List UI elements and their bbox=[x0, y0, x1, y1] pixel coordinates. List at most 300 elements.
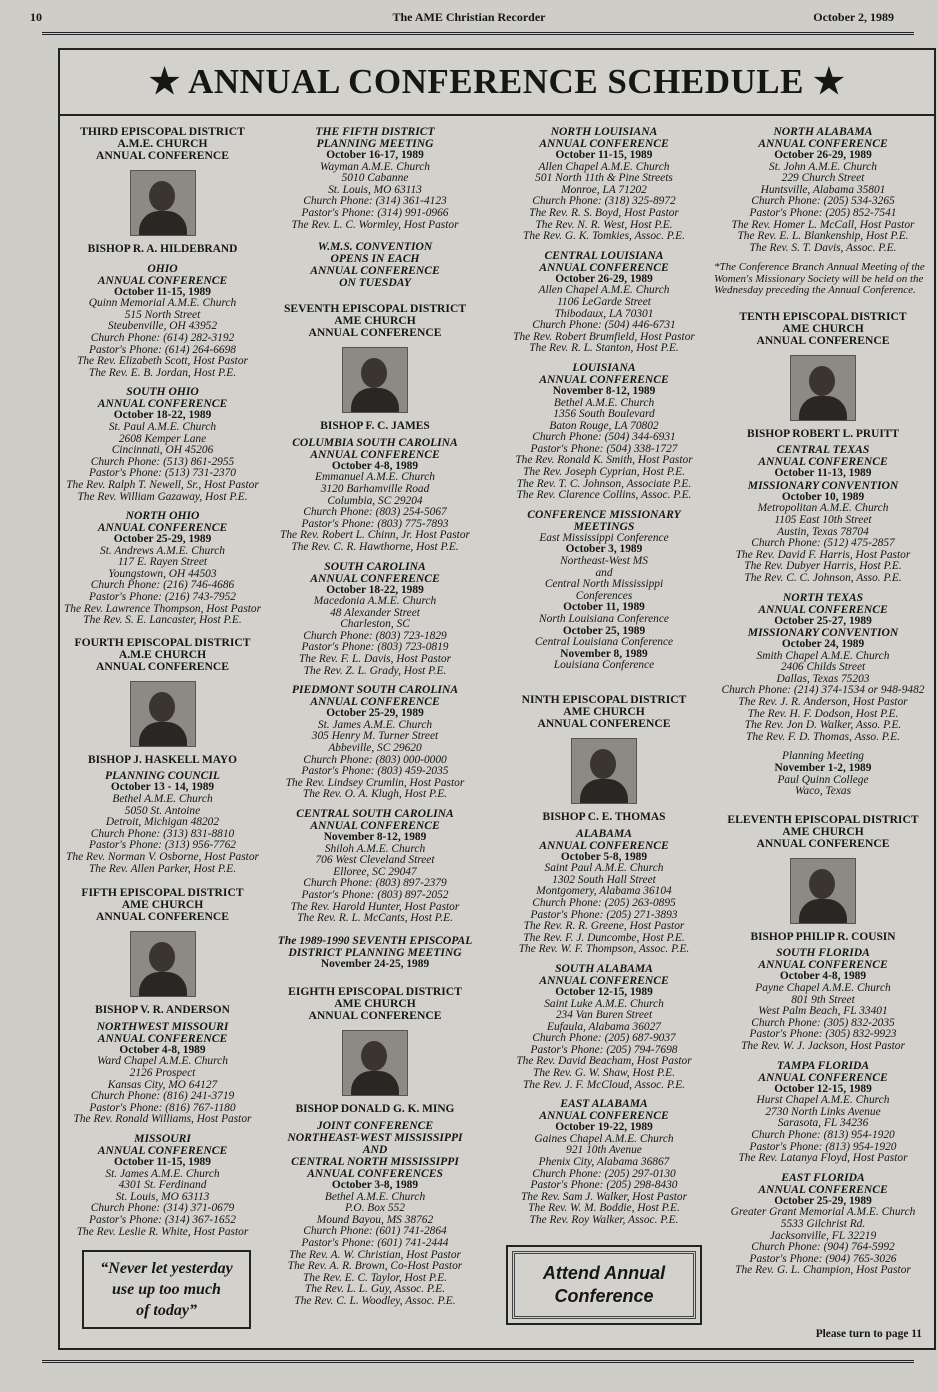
meeting-date: October 11, 1989 bbox=[563, 601, 645, 614]
conference-date: October 12-15, 1989 bbox=[774, 1082, 872, 1095]
detail-line: 48 Alexander Street bbox=[330, 606, 420, 619]
schedule-box bbox=[58, 48, 936, 1350]
detail-line: Church Phone: (803) 897-2379 bbox=[303, 877, 447, 890]
detail-line: Church Phone: (813) 954-1920 bbox=[751, 1128, 895, 1141]
conference-south-alabama bbox=[498, 963, 710, 987]
detail-line: 5533 Gilchrist Rd. bbox=[780, 1217, 866, 1230]
conference-name: THE FIFTH DISTRICT bbox=[315, 125, 435, 138]
conference-name: NORTH TEXAS bbox=[782, 590, 864, 604]
detail-line: 2406 Childs Street bbox=[780, 661, 866, 674]
detail-line: Pastor's Phone: (216) 743-7952 bbox=[88, 591, 237, 604]
conference-name: EAST ALABAMA bbox=[560, 1097, 648, 1111]
detail-line: Mound Bayou, MS 38762 bbox=[316, 1213, 434, 1226]
banner bbox=[60, 50, 934, 116]
detail-line: St. John A.M.E. Church bbox=[769, 160, 877, 173]
conference-details bbox=[714, 162, 932, 255]
detail-line: St. Andrews A.M.E. Church bbox=[100, 544, 225, 557]
detail-line: Baton Rouge, LA 70802 bbox=[549, 419, 659, 432]
detail-line: St. Louis, MO 63113 bbox=[328, 183, 422, 196]
detail-line: Montgomery, Alabama 36104 bbox=[536, 885, 672, 898]
conference-type: ANNUAL CONFERENCE bbox=[539, 973, 669, 987]
district-heading bbox=[60, 126, 265, 162]
bishop-name: BISHOP J. HASKELL MAYO bbox=[88, 753, 237, 766]
bishop-name: BISHOP DONALD G. K. MING bbox=[295, 1103, 455, 1116]
detail-line: 229 Church Street bbox=[781, 172, 865, 185]
conference-columbia-sc bbox=[275, 437, 475, 461]
detail-line: The Rev. J. F. McCloud, Assoc. P.E. bbox=[522, 1078, 686, 1091]
detail-line: Church Phone: (513) 861-2955 bbox=[90, 455, 235, 468]
bishop-name: BISHOP ROBERT L. PRUITT bbox=[747, 427, 899, 440]
detail-line: Church Phone: (601) 741-2864 bbox=[303, 1225, 447, 1238]
conference-type: ANNUAL CONFERENCES bbox=[307, 1166, 443, 1180]
attend-conference-box bbox=[506, 1245, 702, 1325]
conference-details bbox=[275, 720, 475, 801]
conference-northwest-missouri bbox=[60, 1021, 265, 1045]
detail-line: Allen Chapel A.M.E. Church bbox=[538, 284, 670, 297]
detail-line: The Rev. Jon D. Walker, Asso. P.E. bbox=[744, 719, 902, 732]
detail-line: The Rev. R. S. Boyd, Host Pastor bbox=[529, 206, 679, 219]
detail-line: St. James A.M.E. Church bbox=[317, 718, 433, 731]
detail-line: The Rev. David Beacham, Host Pastor bbox=[516, 1055, 692, 1068]
conference-north-ohio bbox=[60, 510, 265, 534]
detail-line: The Rev. Sam J. Walker, Host Pastor bbox=[520, 1190, 688, 1203]
district-heading bbox=[498, 694, 710, 730]
bishop-photo bbox=[342, 1030, 408, 1096]
detail-line: The Rev. C. C. Johnson, Asso. P.E. bbox=[744, 571, 902, 584]
planning-meeting-line: Paul Quinn College bbox=[777, 773, 869, 786]
wms-convention-note bbox=[275, 241, 475, 289]
detail-line: Austin, Texas 78704 bbox=[777, 525, 869, 538]
detail-line: Gaines Chapel A.M.E. Church bbox=[534, 1132, 674, 1145]
bishop-name: BISHOP V. R. ANDERSON bbox=[95, 1004, 230, 1017]
conference-date: October 3-8, 1989 bbox=[331, 1178, 419, 1191]
meeting-line: Louisiana Conference bbox=[553, 659, 655, 672]
bishop-name: BISHOP R. A. HILDEBRAND bbox=[87, 243, 238, 255]
detail-line: Church Phone: (803) 254-5067 bbox=[303, 506, 447, 519]
district-church: AME CHURCH bbox=[334, 314, 416, 328]
detail-line: 921 10th Avenue bbox=[566, 1144, 642, 1157]
detail-line: The Rev. A. R. Brown, Co-Host Pastor bbox=[287, 1260, 463, 1273]
detail-line: Smith Chapel A.M.E. Church bbox=[756, 649, 890, 662]
detail-line: Pastor's Phone: (504) 338-1727 bbox=[530, 442, 678, 455]
conference-details bbox=[275, 596, 475, 677]
bishop-photo bbox=[130, 931, 196, 997]
meeting-date: October 25, 1989 bbox=[562, 624, 646, 637]
district-conference: ANNUAL CONFERENCE bbox=[756, 333, 890, 347]
detail-line: The Rev. S. T. Davis, Assoc. P.E. bbox=[749, 241, 897, 254]
wms-footnote: *The Conference Branch Annual Meeting of the Women's Missionary Society will be held on the Wednesday preceding the Annual Conference. bbox=[714, 261, 925, 297]
conference-type: ANNUAL CONFERENCE bbox=[758, 1182, 888, 1196]
detail-line: 2126 Prospect bbox=[129, 1066, 196, 1079]
conference-date: October 16-17, 1989 bbox=[326, 149, 424, 161]
detail-line: The Rev. C. R. Hawthorne, Host P.E. bbox=[291, 540, 459, 553]
district-church: A.M.E. CHURCH bbox=[117, 137, 208, 150]
wms-line: ON TUESDAY bbox=[339, 276, 411, 290]
attend-line: Conference bbox=[554, 1285, 654, 1306]
detail-line: Pastor's Phone: (313) 956-7762 bbox=[88, 839, 237, 852]
detail-line: 5050 St. Antoine bbox=[124, 804, 201, 817]
conference-name: NORTH OHIO bbox=[125, 509, 200, 523]
detail-line: Pastor's Phone: (614) 264-6698 bbox=[88, 343, 237, 356]
conference-date: October 25-29, 1989 bbox=[113, 533, 212, 546]
detail-line: Dallas, Texas 75203 bbox=[776, 672, 870, 685]
meeting-line: East Mississippi Conference bbox=[539, 531, 669, 544]
conference-type: ANNUAL CONFERENCE bbox=[539, 137, 669, 150]
banner-title: ★ ANNUAL CONFERENCE SCHEDULE ★ bbox=[148, 62, 846, 101]
conference-date: October 26-29, 1989 bbox=[774, 149, 872, 161]
conference-ohio bbox=[60, 263, 265, 287]
conference-details bbox=[275, 844, 475, 925]
continued-note: Please turn to page 11 bbox=[815, 1328, 922, 1340]
conference-north-alabama bbox=[714, 126, 932, 150]
planning-meeting-line: Waco, Texas bbox=[794, 785, 852, 798]
bishop-photo bbox=[130, 170, 196, 236]
detail-line: Church Phone: (314) 371-0679 bbox=[90, 1202, 235, 1215]
district-conference: ANNUAL CONFERENCE bbox=[95, 659, 230, 673]
detail-line: Bethel A.M.E. Church bbox=[112, 793, 213, 806]
conference-date: November 8-12, 1989 bbox=[323, 831, 427, 843]
detail-line: The Rev. G. W. Shaw, Host P.E. bbox=[533, 1067, 675, 1080]
detail-line: Church Phone: (205) 263-0895 bbox=[532, 896, 676, 909]
detail-line: Pastor's Phone: (803) 897-2052 bbox=[301, 888, 449, 901]
conference-details bbox=[714, 1095, 932, 1165]
meeting-date: October 3, 1989 bbox=[565, 543, 643, 556]
detail-line: The Rev. L. C. Wormley, Host Pastor bbox=[291, 218, 459, 231]
district-church: AME CHURCH bbox=[782, 824, 864, 838]
convention-date: October 10, 1989 bbox=[781, 490, 865, 503]
detail-line: The Rev. Leslie R. White, Host Pastor bbox=[76, 1225, 249, 1238]
conference-type: ANNUAL CONFERENCE bbox=[97, 273, 228, 287]
conference-details bbox=[60, 298, 265, 379]
column-2 bbox=[275, 126, 475, 1307]
conference-date: October 25-27, 1989 bbox=[774, 614, 872, 627]
bishop-photo bbox=[571, 738, 637, 804]
conference-type: ANNUAL CONFERENCE bbox=[310, 571, 440, 585]
district-conference: ANNUAL CONFERENCE bbox=[95, 910, 230, 924]
conference-missouri bbox=[60, 1133, 265, 1157]
conference-date: October 13 - 14, 1989 bbox=[110, 781, 215, 794]
detail-line: Elloree, SC 29047 bbox=[333, 865, 417, 878]
conference-east-alabama bbox=[498, 1098, 710, 1122]
district-church: AME CHURCH bbox=[121, 898, 204, 912]
column-3 bbox=[498, 126, 710, 1325]
conference-details bbox=[714, 503, 932, 584]
conference-type: ANNUAL CONFERENCE bbox=[539, 372, 669, 386]
detail-line: 1106 LeGarde Street bbox=[557, 295, 651, 308]
conference-details bbox=[498, 285, 710, 355]
detail-line: Shiloh A.M.E. Church bbox=[324, 842, 426, 855]
district-title: EIGHTH EPISCOPAL DISTRICT bbox=[288, 985, 462, 999]
conference-joint bbox=[275, 1120, 475, 1180]
detail-line: Quinn Memorial A.M.E. Church bbox=[88, 297, 237, 310]
bishop-name: BISHOP F. C. JAMES bbox=[320, 420, 430, 433]
detail-line: Pastor's Phone: (205) 298-8430 bbox=[530, 1179, 678, 1192]
district-conference: ANNUAL CONFERENCE bbox=[308, 326, 442, 340]
detail-line: Pastor's Phone: (205) 852-7541 bbox=[749, 206, 897, 219]
conference-details bbox=[714, 1207, 932, 1277]
conference-type: ANNUAL CONFERENCE bbox=[758, 137, 888, 150]
quote-line: use up too much bbox=[112, 1281, 221, 1299]
detail-line: Pastor's Phone: (314) 991-0966 bbox=[301, 206, 449, 219]
detail-line: The Rev. A. W. Christian, Host Pastor bbox=[289, 1248, 461, 1261]
conference-name: PLANNING COUNCIL bbox=[105, 769, 220, 783]
conference-details bbox=[498, 398, 710, 502]
detail-line: Church Phone: (512) 475-2857 bbox=[751, 537, 895, 550]
conference-east-florida bbox=[714, 1172, 932, 1196]
district-title: NINTH EPISCOPAL DISTRICT bbox=[521, 692, 687, 706]
detail-line: The Rev. Lawrence Thompson, Host Pastor bbox=[63, 602, 262, 615]
detail-line: The Rev. Harold Hunter, Host Pastor bbox=[290, 900, 460, 913]
detail-line: The Rev. Lindsey Crumlin, Host Pastor bbox=[285, 776, 465, 789]
conference-details bbox=[498, 162, 710, 243]
detail-line: Pastor's Phone: (314) 367-1652 bbox=[88, 1213, 237, 1226]
detail-line: 4301 St. Ferdinand bbox=[118, 1179, 207, 1192]
conference-type: ANNUAL CONFERENCE bbox=[539, 260, 669, 274]
detail-line: 117 E. Rayen Street bbox=[117, 556, 208, 569]
detail-line: Church Phone: (214) 374-1534 or 948-9482 bbox=[721, 684, 925, 697]
detail-line: 1105 East 10th Street bbox=[774, 513, 872, 526]
detail-line: Bethel A.M.E. Church bbox=[553, 396, 655, 409]
detail-line: Pastor's Phone: (205) 271-3893 bbox=[530, 908, 678, 921]
district-title: FIFTH EPISCOPAL DISTRICT bbox=[81, 886, 244, 900]
convention-date: October 24, 1989 bbox=[781, 638, 865, 651]
issue-date: October 2, 1989 bbox=[813, 10, 894, 24]
detail-line: The Rev. E. C. Taylor, Host P.E. bbox=[302, 1271, 448, 1284]
detail-line: The Rev. Homer L. McCall, Host Pastor bbox=[731, 218, 915, 231]
detail-line: Sarasota, FL 34236 bbox=[777, 1117, 869, 1130]
detail-line: Abbeville, SC 29620 bbox=[328, 742, 422, 755]
conference-north-louisiana bbox=[498, 126, 710, 150]
detail-line: The Rev. G. K. Tomkies, Assoc. P.E. bbox=[523, 230, 685, 243]
detail-line: Eufaula, Alabama 36027 bbox=[546, 1020, 661, 1033]
page-header bbox=[0, 6, 938, 28]
conference-date: October 25-29, 1989 bbox=[326, 707, 424, 720]
district-church: AME CHURCH bbox=[334, 997, 416, 1011]
bishop-photo bbox=[790, 858, 856, 924]
detail-line: Columbia, SC 29204 bbox=[327, 494, 423, 507]
column-4 bbox=[714, 126, 932, 1277]
conference-details bbox=[60, 794, 265, 875]
conference-name: NORTH ALABAMA bbox=[773, 125, 873, 138]
conference-details bbox=[714, 983, 932, 1053]
quote-line: “Never let yesterday bbox=[100, 1260, 233, 1278]
detail-line: Thibodaux, LA 70301 bbox=[554, 307, 654, 320]
conference-name: JOINT CONFERENCE bbox=[316, 1118, 434, 1132]
bishop-photo bbox=[790, 355, 856, 421]
detail-line: Steubenville, OH 43952 bbox=[107, 320, 218, 333]
conference-type: MEETINGS bbox=[573, 519, 635, 533]
detail-line: The Rev. L. L. Guy, Assoc. P.E. bbox=[304, 1283, 446, 1296]
conference-name: SOUTH CAROLINA bbox=[324, 559, 426, 573]
detail-line: 2730 North Links Avenue bbox=[765, 1105, 881, 1118]
detail-line: The Rev. Latanya Floyd, Host Pastor bbox=[738, 1152, 908, 1165]
conference-type: ANNUAL CONFERENCE bbox=[310, 819, 440, 832]
detail-line: The Rev. Ronald K. Smith, Host Pastor bbox=[515, 454, 693, 467]
planning-meeting-date: November 1-2, 1989 bbox=[774, 762, 872, 775]
wms-line: ANNUAL CONFERENCE bbox=[310, 264, 440, 278]
detail-line: Pastor's Phone: (305) 832-9923 bbox=[749, 1028, 897, 1041]
conference-type: ANNUAL CONFERENCE bbox=[97, 397, 228, 411]
conference-south-ohio bbox=[60, 386, 265, 410]
detail-line: 706 West Cleveland Street bbox=[315, 854, 435, 867]
conference-type: ANNUAL CONFERENCE bbox=[758, 602, 888, 616]
detail-line: Pastor's Phone: (816) 767-1180 bbox=[89, 1101, 236, 1114]
convention-name: MISSIONARY CONVENTION bbox=[747, 626, 899, 640]
detail-line: Pastor's Phone: (813) 954-1920 bbox=[749, 1140, 897, 1153]
detail-line: Church Phone: (614) 282-3192 bbox=[90, 331, 235, 344]
detail-line: St. James A.M.E. Church bbox=[105, 1167, 220, 1180]
conference-details bbox=[498, 863, 710, 956]
conference-name: ALABAMA bbox=[575, 826, 633, 840]
meeting-date: November 8, 1989 bbox=[560, 647, 648, 660]
conference-name: CENTRAL SOUTH CAROLINA bbox=[296, 807, 454, 820]
detail-line: The Rev. O. A. Klugh, Host P.E. bbox=[302, 788, 448, 801]
district-church: A.M.E CHURCH bbox=[118, 647, 207, 661]
conference-piedmont bbox=[275, 684, 475, 708]
conference-details bbox=[498, 999, 710, 1092]
detail-line: Church Phone: (504) 344-6931 bbox=[532, 431, 676, 444]
detail-line: Church Phone: (205) 687-9037 bbox=[532, 1032, 676, 1045]
detail-line: Metropolitan A.M.E. Church bbox=[757, 502, 889, 515]
district-conference: ANNUAL CONFERENCE bbox=[95, 149, 230, 162]
conference-name: SOUTH FLORIDA bbox=[776, 946, 870, 960]
column-1 bbox=[60, 126, 265, 1329]
detail-line: The Rev. W. M. Boddie, Host P.E. bbox=[528, 1202, 680, 1215]
conference-details bbox=[60, 1056, 265, 1126]
detail-line: Greater Grant Memorial A.M.E. Church bbox=[730, 1206, 916, 1219]
conference-name: COLUMBIA SOUTH CAROLINA bbox=[292, 435, 458, 449]
detail-line: Church Phone: (318) 325-8972 bbox=[532, 195, 676, 208]
detail-line: Pastor's Phone: (904) 765-3026 bbox=[749, 1252, 897, 1265]
district-church: AME CHURCH bbox=[563, 704, 645, 718]
conference-date: October 4-8, 1989 bbox=[119, 1043, 206, 1056]
planning-line: DISTRICT PLANNING MEETING bbox=[288, 945, 462, 959]
district-title: THIRD EPISCOPAL DISTRICT bbox=[80, 125, 245, 138]
conference-name: CONFERENCE MISSIONARY bbox=[527, 507, 681, 521]
detail-line: 515 North Street bbox=[124, 308, 201, 321]
conference-central-louisiana bbox=[498, 250, 710, 274]
detail-line: 3120 Barhamville Road bbox=[320, 482, 430, 495]
publication-name: The AME Christian Recorder bbox=[392, 10, 546, 24]
conference-name: SOUTH OHIO bbox=[126, 385, 199, 399]
district-title: ELEVENTH EPISCOPAL DISTRICT bbox=[727, 812, 919, 826]
conference-south-carolina bbox=[275, 561, 475, 585]
conference-alabama bbox=[498, 828, 710, 852]
conference-details bbox=[60, 1169, 265, 1239]
conference-type: ANNUAL CONFERENCE bbox=[758, 1070, 888, 1084]
district-title: SEVENTH EPISCOPAL DISTRICT bbox=[283, 302, 467, 316]
conference-date: October 4-8, 1989 bbox=[779, 970, 867, 983]
conference-date: October 18-22, 1989 bbox=[326, 583, 424, 596]
district-conference: ANNUAL CONFERENCE bbox=[756, 836, 890, 850]
bishop-name: BISHOP C. E. THOMAS bbox=[542, 810, 666, 823]
meeting-line: Northeast-West MS bbox=[560, 555, 648, 568]
conference-type: ANNUAL CONFERENCE bbox=[97, 1031, 228, 1045]
conference-type: ANNUAL CONFERENCE bbox=[310, 447, 440, 461]
detail-line: 5010 Cabanne bbox=[341, 172, 409, 185]
conference-date: November 8-12, 1989 bbox=[552, 384, 656, 397]
detail-line: West Palm Beach, FL 33401 bbox=[758, 1005, 888, 1018]
conference-louisiana bbox=[498, 362, 710, 386]
district-heading bbox=[714, 814, 932, 850]
detail-line: Huntsville, Alabama 35801 bbox=[760, 183, 886, 196]
detail-line: The Rev. R. L. McCants, Host P.E. bbox=[297, 912, 453, 925]
detail-line: Pastor's Phone: (513) 731-2370 bbox=[88, 467, 237, 480]
detail-line: Macedonia A.M.E. Church bbox=[313, 595, 437, 608]
conference-tampa-florida bbox=[714, 1060, 932, 1084]
detail-line: P.O. Box 552 bbox=[345, 1202, 405, 1215]
detail-line: The Rev. Ralph T. Newell, Sr., Host Pastor bbox=[66, 478, 259, 491]
quote-box bbox=[82, 1250, 251, 1329]
conference-date: October 12-15, 1989 bbox=[555, 985, 653, 998]
conference-details bbox=[275, 162, 475, 232]
conference-north-texas bbox=[714, 592, 932, 616]
detail-line: The Rev. Z. L. Grady, Host P.E. bbox=[303, 664, 447, 677]
conference-name: SOUTH ALABAMA bbox=[555, 961, 653, 975]
detail-line: 1302 South Hall Street bbox=[552, 873, 656, 886]
conference-name: CENTRAL TEXAS bbox=[776, 443, 870, 457]
district-heading bbox=[275, 986, 475, 1022]
detail-line: The Rev. F. D. Thomas, Asso. P.E. bbox=[746, 730, 900, 743]
conference-name: OHIO bbox=[147, 261, 178, 275]
detail-line: Charleston, SC bbox=[340, 618, 410, 631]
conference-name: LOUISIANA bbox=[572, 360, 636, 374]
detail-line: Church Phone: (816) 241-3719 bbox=[90, 1090, 235, 1103]
detail-line: The Rev. T. C. Johnson, Associate P.E. bbox=[516, 477, 692, 490]
detail-line: Payne Chapel A.M.E. Church bbox=[755, 982, 891, 994]
detail-line: Hurst Chapel A.M.E. Church bbox=[756, 1094, 890, 1107]
detail-line: Wayman A.M.E. Church bbox=[320, 160, 430, 173]
detail-line: Church Phone: (205) 297-0130 bbox=[532, 1167, 676, 1180]
conference-name: TAMPA FLORIDA bbox=[776, 1058, 870, 1072]
detail-line: Saint Luke A.M.E. Church bbox=[544, 997, 664, 1010]
conference-type: ANNUAL CONFERENCE bbox=[758, 958, 888, 972]
detail-line: Bethel A.M.E. Church bbox=[324, 1190, 426, 1203]
detail-line: Jacksonville, FL 32219 bbox=[769, 1229, 877, 1242]
conference-date: October 26-29, 1989 bbox=[555, 272, 653, 285]
conference-central-sc bbox=[275, 808, 475, 832]
detail-line: The Rev. Dubyer Harris, Host P.E. bbox=[744, 560, 902, 573]
district-heading bbox=[60, 637, 265, 673]
detail-line: Pastor's Phone: (205) 794-7698 bbox=[530, 1043, 678, 1056]
detail-line: The Rev. J. R. Anderson, Host Pastor bbox=[738, 696, 908, 709]
bottom-rule bbox=[42, 1360, 914, 1363]
meeting-line: North Louisiana Conference bbox=[539, 613, 669, 625]
conference-name: NORTHWEST MISSOURI bbox=[96, 1019, 229, 1033]
district-heading bbox=[60, 887, 265, 923]
conference-south-florida bbox=[714, 947, 932, 971]
missionary-meetings bbox=[498, 509, 710, 533]
detail-line: Allen Chapel A.M.E. Church bbox=[538, 160, 670, 173]
conference-type: ANNUAL CONFERENCE bbox=[97, 521, 228, 535]
detail-line: The Rev. William Gazaway, Host P.E. bbox=[77, 490, 248, 503]
top-rule bbox=[42, 32, 914, 35]
detail-line: The Rev. F. L. Davis, Host Pastor bbox=[298, 653, 452, 666]
district-conference: ANNUAL CONFERENCE bbox=[308, 1009, 442, 1023]
conference-date: October 18-22, 1989 bbox=[113, 409, 212, 422]
conference-details bbox=[275, 1192, 475, 1308]
detail-line: The Rev. H. F. Dodson, Host P.E. bbox=[747, 707, 899, 720]
wms-line: OPENS IN EACH bbox=[330, 252, 420, 266]
detail-line: St. Paul A.M.E. Church bbox=[108, 420, 217, 433]
detail-line: 801 9th Street bbox=[791, 993, 855, 1006]
detail-line: The Rev. W. F. Thompson, Assoc. P.E. bbox=[518, 943, 690, 956]
district-conference: ANNUAL CONFERENCE bbox=[537, 716, 671, 730]
detail-line: Church Phone: (803) 000-0000 bbox=[303, 753, 447, 766]
detail-line: Church Phone: (314) 361-4123 bbox=[303, 195, 447, 208]
conference-details bbox=[60, 546, 265, 627]
meeting-line: Central Louisiana Conference bbox=[534, 636, 674, 649]
